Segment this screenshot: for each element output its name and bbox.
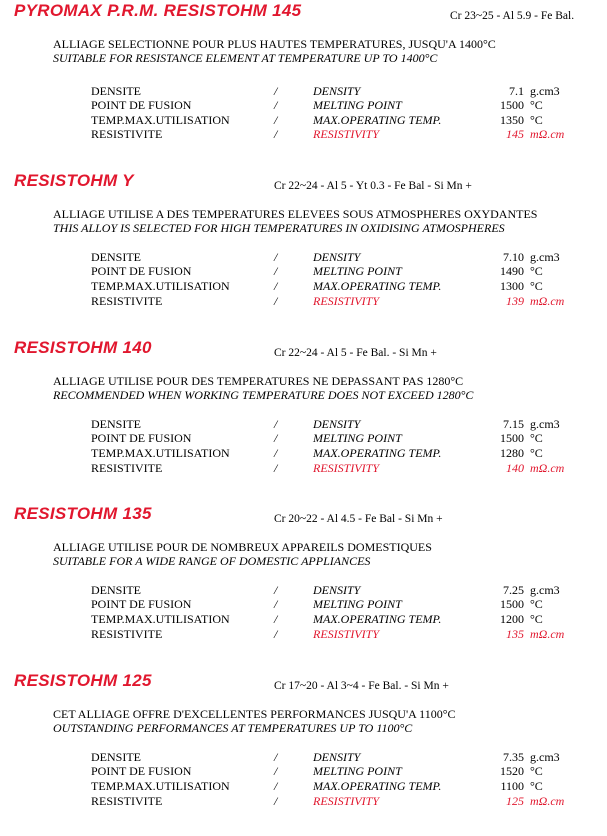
property-label-en: MAX.OPERATING TEMP.	[313, 612, 442, 626]
alloy-title: RESISTOHM 135	[14, 504, 152, 523]
property-value: 1350	[500, 113, 524, 127]
separator: /	[274, 113, 278, 127]
property-value: 1300	[500, 279, 524, 293]
property-label-en: MAX.OPERATING TEMP.	[313, 446, 442, 460]
property-label-en: RESISTIVITY	[313, 794, 379, 808]
property-value: 1490	[500, 264, 524, 278]
description-en: SUITABLE FOR RESISTANCE ELEMENT AT TEMPERATURE UP TO 1400°C	[53, 51, 438, 65]
property-value: 125	[506, 794, 524, 808]
property-value: 1500	[500, 597, 524, 611]
property-value: 139	[506, 294, 524, 308]
property-value: 1500	[500, 431, 524, 445]
property-row-max-operating-temp	[0, 612, 607, 627]
description-fr: ALLIAGE UTILISE POUR DES TEMPERATURES NE DEPASSANT PAS 1280°C	[53, 374, 464, 388]
property-unit: g.cm3	[530, 750, 560, 764]
property-label-fr: TEMP.MAX.UTILISATION	[91, 779, 230, 793]
property-unit: g.cm3	[530, 417, 560, 431]
property-row-density	[0, 84, 607, 99]
alloy-composition: Cr 23~25 - Al 5.9 - Fe Bal.	[450, 10, 575, 22]
property-label-fr: TEMP.MAX.UTILISATION	[91, 446, 230, 460]
property-row-density	[0, 417, 607, 432]
property-row-melting-point	[0, 431, 607, 446]
alloy-section-resistohm-125	[0, 670, 607, 836]
property-label-fr: POINT DE FUSION	[91, 764, 192, 778]
property-label-fr: RESISTIVITE	[91, 627, 163, 641]
property-label-en: MELTING POINT	[313, 264, 402, 278]
alloy-section-resistohm-y	[0, 170, 607, 336]
separator: /	[274, 779, 278, 793]
property-row-max-operating-temp	[0, 779, 607, 794]
property-row-density	[0, 750, 607, 765]
property-label-fr: TEMP.MAX.UTILISATION	[91, 113, 230, 127]
property-label-en: MELTING POINT	[313, 764, 402, 778]
separator: /	[274, 417, 278, 431]
property-label-fr: DENSITE	[91, 84, 141, 98]
property-row-max-operating-temp	[0, 113, 607, 128]
property-label-en: RESISTIVITY	[313, 294, 379, 308]
property-label-en: MAX.OPERATING TEMP.	[313, 113, 442, 127]
property-label-fr: RESISTIVITE	[91, 794, 163, 808]
property-label-fr: POINT DE FUSION	[91, 98, 192, 112]
property-label-fr: DENSITE	[91, 417, 141, 431]
alloy-title: RESISTOHM 125	[14, 671, 152, 690]
property-label-fr: DENSITE	[91, 750, 141, 764]
description-en: SUITABLE FOR A WIDE RANGE OF DOMESTIC APPLIANCES	[53, 554, 371, 568]
property-unit: °C	[530, 446, 543, 460]
separator: /	[274, 461, 278, 475]
alloy-composition: Cr 22~24 - Al 5 - Fe Bal. - Si Mn +	[274, 347, 437, 359]
separator: /	[274, 84, 278, 98]
description-en: OUTSTANDING PERFORMANCES AT TEMPERATURES UP TO 1100°C	[53, 721, 413, 735]
separator: /	[274, 264, 278, 278]
property-label-fr: TEMP.MAX.UTILISATION	[91, 279, 230, 293]
property-unit: g.cm3	[530, 84, 560, 98]
property-value: 7.10	[503, 250, 524, 264]
property-row-max-operating-temp	[0, 446, 607, 461]
property-label-en: DENSITY	[313, 417, 361, 431]
separator: /	[274, 794, 278, 808]
property-row-melting-point	[0, 597, 607, 612]
description-en: THIS ALLOY IS SELECTED FOR HIGH TEMPERATURES IN OXIDISING ATMOSPHERES	[53, 221, 505, 235]
property-label-fr: RESISTIVITE	[91, 127, 163, 141]
separator: /	[274, 764, 278, 778]
description-fr: CET ALLIAGE OFFRE D'EXCELLENTES PERFORMANCES JUSQU'A 1100°C	[53, 707, 456, 721]
alloy-title: RESISTOHM Y	[14, 171, 134, 190]
property-unit: g.cm3	[530, 250, 560, 264]
property-value: 1100	[500, 779, 524, 793]
property-label-en: MELTING POINT	[313, 431, 402, 445]
property-value: 135	[506, 627, 524, 641]
property-label-en: DENSITY	[313, 84, 361, 98]
separator: /	[274, 250, 278, 264]
property-unit: °C	[530, 597, 543, 611]
property-label-en: DENSITY	[313, 583, 361, 597]
property-value: 7.35	[503, 750, 524, 764]
description-fr: ALLIAGE UTILISE A DES TEMPERATURES ELEVEES SOUS ATMOSPHERES OXYDANTES	[53, 207, 538, 221]
property-label-fr: POINT DE FUSION	[91, 597, 192, 611]
property-value: 1500	[500, 98, 524, 112]
alloy-title: PYROMAX P.R.M. RESISTOHM 145	[14, 1, 302, 20]
separator: /	[274, 446, 278, 460]
property-label-en: MELTING POINT	[313, 597, 402, 611]
property-label-en: RESISTIVITY	[313, 627, 379, 641]
description-en: RECOMMENDED WHEN WORKING TEMPERATURE DOES NOT EXCEED 1280°C	[53, 388, 474, 402]
property-row-resistivity	[0, 127, 607, 142]
property-label-en: RESISTIVITY	[313, 461, 379, 475]
separator: /	[274, 583, 278, 597]
property-value: 1200	[500, 612, 524, 626]
description-fr: ALLIAGE SELECTIONNE POUR PLUS HAUTES TEMPERATURES, JUSQU'A 1400°C	[53, 37, 496, 51]
property-unit: mΩ.cm	[530, 794, 565, 808]
property-row-resistivity	[0, 627, 607, 642]
property-label-fr: TEMP.MAX.UTILISATION	[91, 612, 230, 626]
alloy-section-pyromax-145	[0, 0, 607, 166]
property-label-en: MELTING POINT	[313, 98, 402, 112]
property-unit: mΩ.cm	[530, 461, 565, 475]
property-value: 7.15	[503, 417, 524, 431]
separator: /	[274, 597, 278, 611]
separator: /	[274, 612, 278, 626]
property-unit: °C	[530, 279, 543, 293]
property-label-en: MAX.OPERATING TEMP.	[313, 779, 442, 793]
property-unit: g.cm3	[530, 583, 560, 597]
property-row-resistivity	[0, 294, 607, 309]
property-label-fr: RESISTIVITE	[91, 294, 163, 308]
property-unit: °C	[530, 764, 543, 778]
property-label-en: DENSITY	[313, 750, 361, 764]
property-row-melting-point	[0, 98, 607, 113]
property-label-fr: DENSITE	[91, 583, 141, 597]
property-value: 7.1	[509, 84, 524, 98]
property-unit: °C	[530, 113, 543, 127]
property-unit: °C	[530, 431, 543, 445]
property-unit: mΩ.cm	[530, 294, 565, 308]
property-value: 1280	[500, 446, 524, 460]
alloy-composition: Cr 17~20 - Al 3~4 - Fe Bal. - Si Mn +	[274, 680, 449, 692]
property-label-fr: POINT DE FUSION	[91, 431, 192, 445]
property-row-resistivity	[0, 461, 607, 476]
property-unit: mΩ.cm	[530, 627, 565, 641]
separator: /	[274, 750, 278, 764]
alloy-composition: Cr 22~24 - Al 5 - Yt 0.3 - Fe Bal - Si Mn +	[274, 180, 472, 192]
property-value: 7.25	[503, 583, 524, 597]
property-value: 1520	[500, 764, 524, 778]
property-label-en: RESISTIVITY	[313, 127, 379, 141]
property-label-fr: POINT DE FUSION	[91, 264, 192, 278]
property-row-resistivity	[0, 794, 607, 809]
property-row-melting-point	[0, 264, 607, 279]
property-label-fr: DENSITE	[91, 250, 141, 264]
alloy-section-resistohm-140	[0, 337, 607, 503]
description-fr: ALLIAGE UTILISE POUR DE NOMBREUX APPAREILS DOMESTIQUES	[53, 540, 432, 554]
property-unit: °C	[530, 264, 543, 278]
property-row-max-operating-temp	[0, 279, 607, 294]
separator: /	[274, 279, 278, 293]
property-unit: mΩ.cm	[530, 127, 565, 141]
property-label-en: MAX.OPERATING TEMP.	[313, 279, 442, 293]
property-row-density	[0, 583, 607, 598]
property-row-density	[0, 250, 607, 265]
property-unit: °C	[530, 779, 543, 793]
property-row-melting-point	[0, 764, 607, 779]
property-label-fr: RESISTIVITE	[91, 461, 163, 475]
alloy-section-resistohm-135	[0, 503, 607, 669]
separator: /	[274, 98, 278, 112]
alloy-title: RESISTOHM 140	[14, 338, 152, 357]
separator: /	[274, 127, 278, 141]
alloy-composition: Cr 20~22 - Al 4.5 - Fe Bal - Si Mn +	[274, 513, 443, 525]
property-label-en: DENSITY	[313, 250, 361, 264]
property-value: 140	[506, 461, 524, 475]
separator: /	[274, 627, 278, 641]
separator: /	[274, 294, 278, 308]
property-unit: °C	[530, 98, 543, 112]
property-unit: °C	[530, 612, 543, 626]
property-value: 145	[506, 127, 524, 141]
separator: /	[274, 431, 278, 445]
